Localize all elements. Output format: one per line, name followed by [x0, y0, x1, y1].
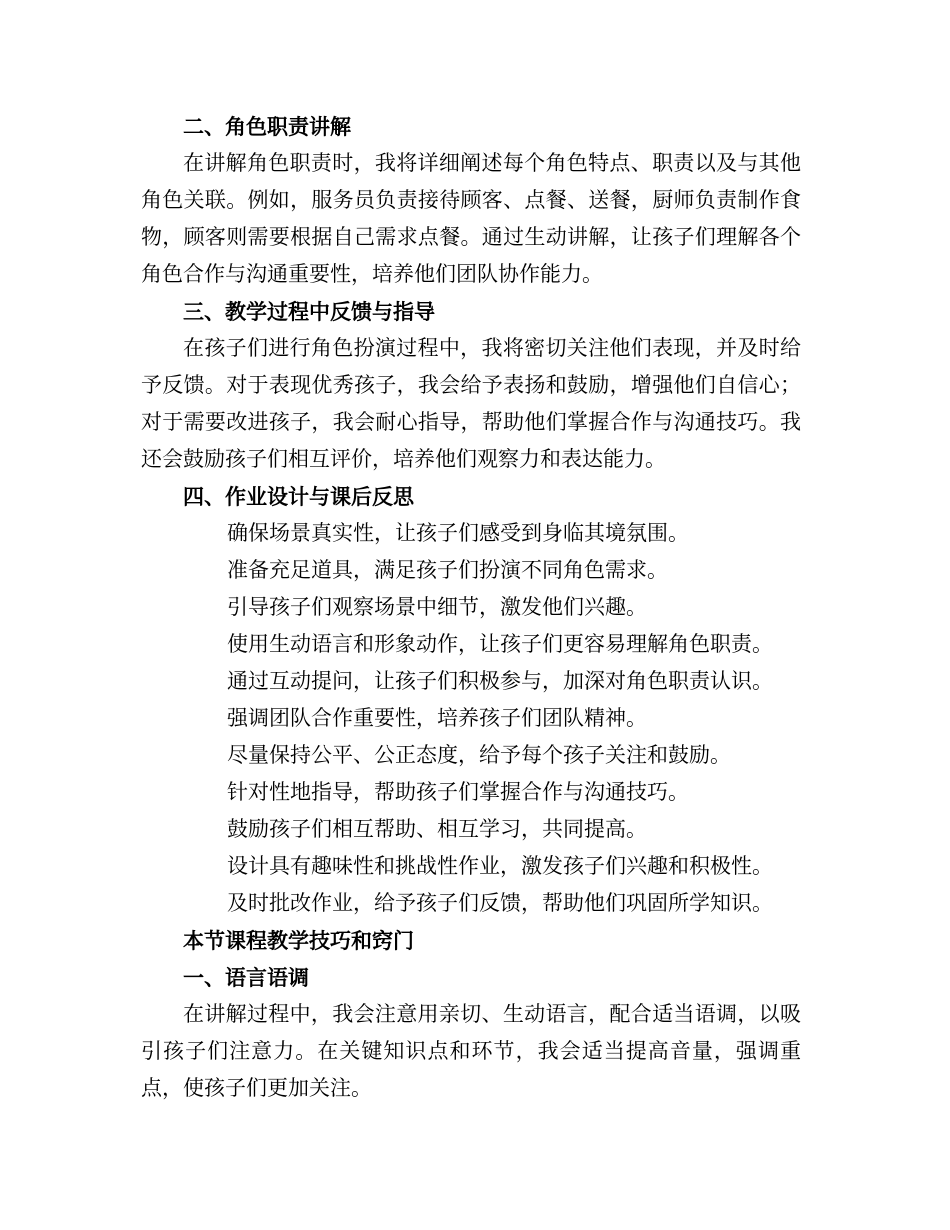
- paragraph-feedback-guidance: 在孩子们进行角色扮演过程中，我将密切关注他们表现，并及时给予反馈。对于表现优秀孩子，我会给予表扬和鼓励，增强他们自信心；对于需要改进孩子，我会耐心指导，帮助他们掌握合作与沟通技巧。我还会鼓励孩子们相互评价，培养他们观察力和表达能力。: [141, 336, 801, 471]
- section-heading-homework-reflection: 四、作业设计与课后反思: [183, 484, 414, 509]
- homework-reflection-list: [141, 515, 801, 922]
- section-heading-role-duties: 二、角色职责讲解: [183, 114, 351, 139]
- paragraph-language-tone: 在讲解过程中，我会注意用亲切、生动语言，配合适当语调，以吸引孩子们注意力。在关键知识点和环节，我会适当提高音量，强调重点，使孩子们更加关注。: [141, 1002, 801, 1100]
- document-content: [141, 108, 801, 1107]
- list-item: 引导孩子们观察场景中细节，激发他们兴趣。: [227, 595, 647, 619]
- list-item: 通过互动提问，让孩子们积极参与，加深对角色职责认识。: [227, 669, 773, 693]
- list-item: 针对性地指导，帮助孩子们掌握合作与沟通技巧。: [227, 780, 689, 804]
- list-item: 设计具有趣味性和挑战性作业，激发孩子们兴趣和积极性。: [227, 854, 773, 878]
- paragraph-role-duties: 在讲解角色职责时，我将详细阐述每个角色特点、职责以及与其他角色关联。例如，服务员负责接待顾客、点餐、送餐，厨师负责制作食物，顾客则需要根据自己需求点餐。通过生动讲解，让孩子们理解各个角色合作与沟通重要性，培养他们团队协作能力。: [141, 151, 801, 286]
- section-heading-teaching-skills: 本节课程教学技巧和窍门: [183, 928, 414, 953]
- section-heading-feedback-guidance: 三、教学过程中反馈与指导: [183, 299, 435, 324]
- section-heading-language-tone: 一、语言语调: [183, 965, 309, 990]
- list-item: 强调团队合作重要性，培养孩子们团队精神。: [227, 706, 647, 730]
- list-item: 及时批改作业，给予孩子们反馈，帮助他们巩固所学知识。: [227, 891, 773, 915]
- list-item: 尽量保持公平、公正态度，给予每个孩子关注和鼓励。: [227, 743, 731, 767]
- list-item: 准备充足道具，满足孩子们扮演不同角色需求。: [227, 558, 668, 582]
- list-item: 鼓励孩子们相互帮助、相互学习，共同提高。: [227, 817, 647, 841]
- list-item: 确保场景真实性，让孩子们感受到身临其境氛围。: [227, 521, 689, 545]
- list-item: 使用生动语言和形象动作，让孩子们更容易理解角色职责。: [227, 632, 773, 656]
